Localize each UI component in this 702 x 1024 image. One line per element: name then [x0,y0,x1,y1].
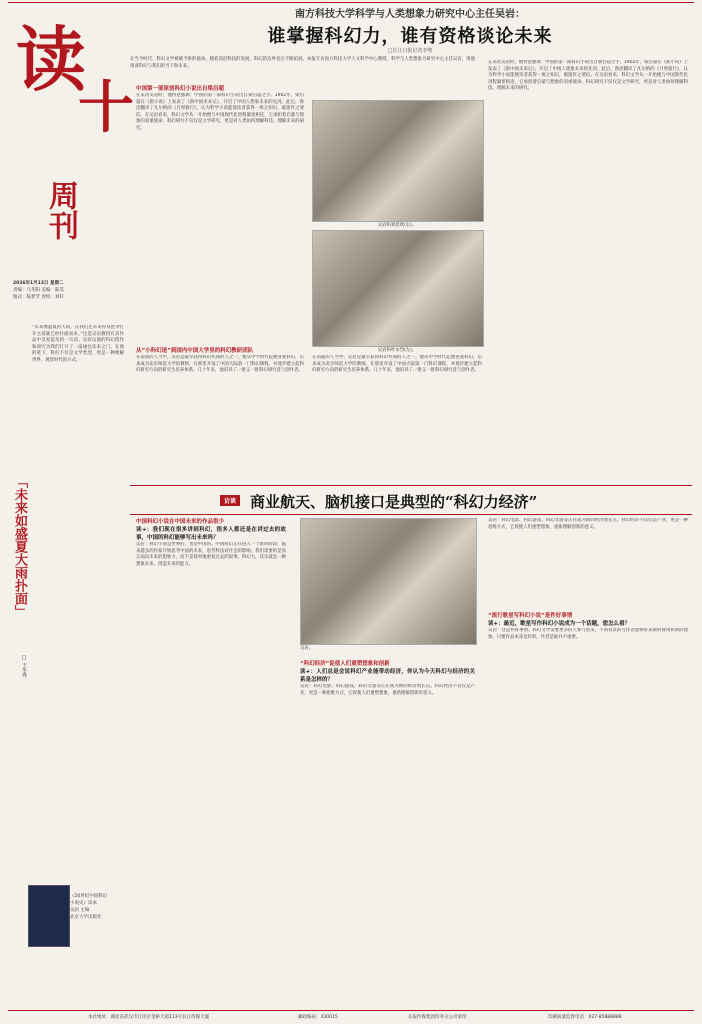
section-text: 吴岩：这是件好事情。科幻文学需要更多的人参与进来，不同背景的写作者能够带来新的视角和新的想象。只要作品本身是好的，作者是谁并不重要。 [488,628,688,640]
footer-ads: 印刷质量监督电话：027-85888888 [548,1015,622,1020]
mid-column-text: 在前面的人当中，吴岩是最早获得科幻奖项的人之一。他从中学时代起便喜爱科幻，后来成为北京师范大学的教师，在那里开设了中国大陆第一门科幻课程，并逐步建立起科幻研究方向的研究生培养体系。几十年来，他培养了一批又一批科幻研究者与创作者。 [312,355,482,374]
photo-caption: 吴岩。 [300,646,314,651]
date-block [13,280,123,301]
right-column-text: 在采访吴岩时，他特意强调：中国的第一部科幻小说出自梁启超之手。1902年，梁启超在《新小说》上发表了《新中国未来记》，开启了中国人想象未来的先河。此后，鲁迅翻译了凡尔纳的《月界旅行》，认为科学小说能使读者获得一斑之知识，破遗传之迷信。在吴岩看来，科幻文学从一开始便与中国现代化进程紧密相连，它承担着启蒙与想象的双重使命。科幻研究不仅仅是文学研究，更是对人类如何理解科技、理解未来的研究。 [488,60,688,92]
column-heading: 「未来如盛夏大雨扑面」 [12,475,27,618]
book-title: 《20世纪中国科幻 [70,894,108,899]
book-cover [28,885,70,947]
column-byline: □ 王冬秀 [21,655,27,678]
masthead [8,10,134,300]
date-line: 2026年1月13日 星期二 [13,281,64,286]
book-title: 小说史》读本 [70,901,97,906]
feature-tag: 访谈 [220,495,240,506]
photo-wu-ye [312,230,484,347]
photo-caption: 吴岩和刘慈欣(右)。 [377,223,417,228]
book-editor: 吴岩 主编 [70,908,90,913]
section-heading: “流行歌星写科幻小说”是件好事情 [488,613,573,619]
column-piece [8,325,126,1005]
question: 读+：人们总是会说科幻产业能带动经济，你认为今天科幻与经济的关系是怎样的？ [300,669,475,683]
section-text: 在前面的人当中，吴岩是最早获得科幻奖项的人之一。他从中学时代起便喜爱科幻，后来成为北京师范大学的教师，在那里开设了中国大陆第一门科幻课程，并逐步建立起科幻研究方向的研究生培养体系。几十年来，他培养了一批又一批科幻研究者与创作者。 [136,355,304,374]
footer [8,1010,694,1023]
footer-postcode: 邮政编码：430015 [298,1015,338,1020]
masthead-title-2: 十 [78,75,134,141]
editor-line: 责编：马华阳 美编：陈昊 [13,288,64,293]
headline: 谁掌握科幻力，谁有资格谈论未来 [267,26,553,47]
section-heading: “科幻经济”促使人们重塑想象和创新 [300,661,390,667]
editor-line: 版式：陈梦芳 责校：刘轩 [13,295,64,300]
masthead-subtitle: 周刊 [43,180,78,240]
photo-wu-liu [312,100,484,222]
section-text: 在采访吴岩时，他特意强调：中国的第一部科幻小说出自梁启超之手。1902年，梁启超在《新小说》上发表了《新中国未来记》，开启了中国人想象未来的先河。此后，鲁迅翻译了凡尔纳的《月界旅行》，认为科学小说能使读者获得一斑之知识，破遗传之迷信。在吴岩看来，科幻文学从一开始便与中国现代化进程紧密相连，它承担着启蒙与想象的双重使命。科幻研究不仅仅是文学研究，更是对人类如何理解科技、理解未来的研究。 [136,93,304,131]
section-heading: 中国第一部原创科幻小说出自梁启超 [136,86,225,92]
header-kicker: 南方科技大学科学与人类想象力研究中心主任吴岩： [295,9,525,20]
section-text: 吴岩：科幻电影、科幻游戏、科幻文旅等正在成为新的经济增长点。科幻经济不仅仅是产业，更是一种思维方式，它促使人们重塑想象，重新理解创新的意义。 [488,518,688,530]
byline: □长江日报记者李煦 [387,48,433,54]
feature-banner [130,485,692,515]
section-3 [136,518,286,962]
section-heading: 中国科幻小说在中国未来的作品很少 [136,519,225,525]
photo-wu-yan [300,518,477,645]
book-publisher: 北京大学出版社 [70,915,102,920]
section-heading: 从“小科幻迷”到国内中国大学里的科幻教研团队 [136,348,254,354]
feature-headline: 商业航天、脑机接口是典型的“科幻力经济” [250,493,538,511]
book-caption [70,893,125,921]
section-4 [300,660,475,984]
top-rule [8,2,694,3]
column-text: “未来像盛夏的大雨，在我们还未来得及把伞打开之前就已经扑面而来。”这是吴岩教授在其作品中反复提及的一句话。吴岩以他的科幻创作和研究为我们打开了一扇通往未来之门。在他的笔下，科幻不仅是文学类型，更是一种理解世界、观察时代的方式。 [32,325,124,363]
question: 读+：最近，歌星写作科幻小说成为一个话题，您怎么看？ [488,621,631,627]
section-1 [136,85,304,475]
footer-print: 长报传媒集团印务分公司承印 [408,1015,467,1020]
masthead-title-1: 读 [16,18,86,101]
section-text: 吴岩：科幻小说是世界的，也是中国的。中国科幻正在进入一个新的阶段，越来越多的作家开始思考中国的未来，思考科技对社会的影响。我们需要的是真正面向未来的想象力，而不是简单地重复过去的叙事。科幻力，其实就是一种想象未来、创造未来的能力。 [136,542,286,567]
photo-caption: 吴岩和叶永烈(左)。 [377,348,417,353]
footer-address: 本社地址：湖北省武汉市江岸区金桥大道113号长江传媒大厦 [88,1015,210,1020]
question: 读+：我们现在很多讲到科幻，很多人都还是在讲过去的故事，中国的科幻能够写出未来吗？ [136,527,286,541]
section-5 [488,518,688,988]
intro-text: 在当今时代，科幻文学被赋予新的使命。随着前沿科技的发展，科幻的边界也在不断拓展。本报专访南方科技大学人文科学中心教授、科学与人类想象力研究中心主任吴岩，请他谈谈科幻与我们的当下和未来。 [130,57,475,69]
section-text: 吴岩：科幻电影、科幻游戏、科幻文旅等正在成为新的经济增长点。科幻经济不仅仅是产业，更是一种思维方式，它促使人们重塑想象，重新理解创新的意义。 [300,684,475,696]
